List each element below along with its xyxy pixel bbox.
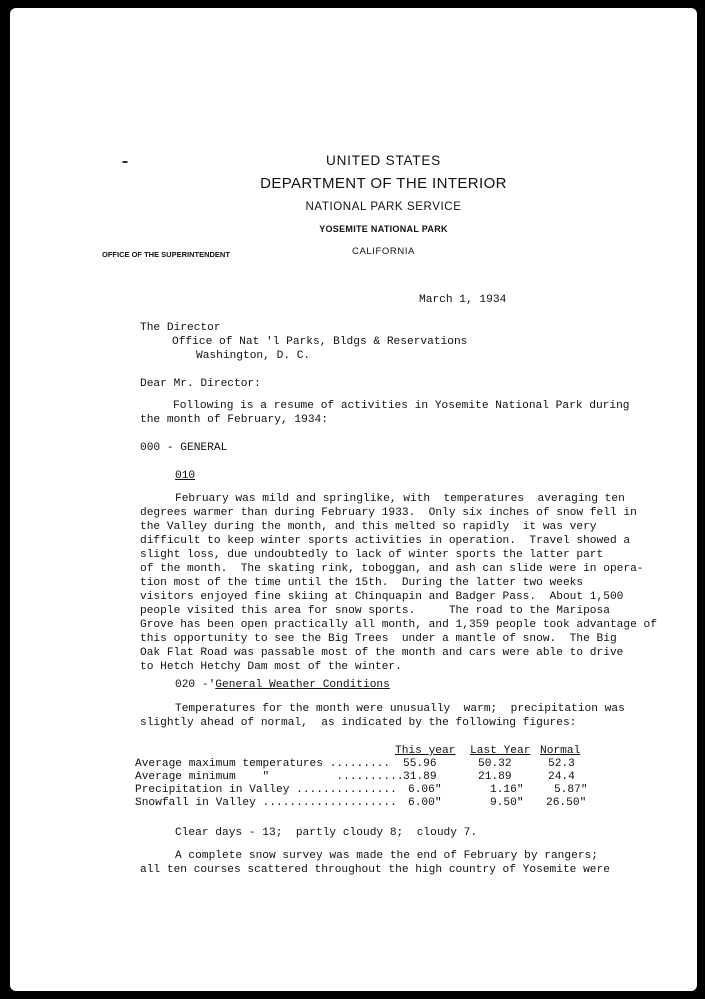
- paragraph-line: degrees warmer than during February 1933. Only six inches of snow fell in: [140, 507, 637, 519]
- cell-this-year: 6.00": [408, 797, 442, 809]
- cell-last-year: 9.50": [490, 797, 524, 809]
- cell-last-year: 1.16": [490, 784, 524, 796]
- paragraph-line: difficult to keep winter sports activities in operation. Travel showed a: [140, 535, 631, 547]
- paragraph-line: Oak Flat Road was passable most of the month and cars were able to drive: [140, 647, 624, 659]
- paragraph-line: slight loss, due undoubtedly to lack of winter sports the latter part: [140, 549, 604, 561]
- paragraph-line: the Valley during the month, and this melted so rapidly it was very: [140, 521, 597, 533]
- office-label: OFFICE OF THE SUPERINTENDENT: [102, 250, 230, 259]
- column-header: Last Year: [470, 745, 531, 757]
- paragraph-line: to Hetch Hetchy Dam most of the winter.: [140, 661, 402, 673]
- cell-last-year: 50.32: [478, 758, 512, 770]
- paragraph-line: Grove has been open practically all month, and 1,359 people took advantage of: [140, 619, 657, 631]
- paragraph-line: people visited this area for snow sports. The road to the Mariposa: [140, 605, 610, 617]
- intro-line-2: the month of February, 1934:: [140, 414, 328, 426]
- section-020-title: General Weather Conditions: [215, 679, 390, 691]
- sky-conditions: Clear days - 13; partly cloudy 8; cloudy 7.: [175, 827, 478, 839]
- cell-this-year: 55.96: [403, 758, 437, 770]
- letterhead-park: YOSEMITE NATIONAL PARK: [319, 224, 448, 234]
- address-line-1: The Director: [140, 322, 221, 334]
- paragraph-020-line-1: Temperatures for the month were unusually warm; precipitation was: [175, 703, 625, 715]
- salutation: Dear Mr. Director:: [140, 378, 261, 390]
- snow-survey-line-2: all ten courses scattered throughout the high country of Yosemite were: [140, 864, 610, 876]
- paragraph-line: this opportunity to see the Big Trees under a mantle of snow. The Big: [140, 633, 617, 645]
- column-header: This year: [395, 745, 456, 757]
- cell-this-year: 31.89: [403, 771, 437, 783]
- paragraph-line: of the month. The skating rink, toboggan, and ash can slide were in opera-: [140, 563, 644, 575]
- letterhead-state: CALIFORNIA: [351, 246, 415, 257]
- ink-speck: [122, 161, 128, 163]
- cell-normal: 52.3: [548, 758, 575, 770]
- address-line-2: Office of Nat 'l Parks, Bldgs & Reservations: [172, 336, 468, 348]
- snow-survey-line-1: A complete snow survey was made the end of February by rangers;: [175, 850, 598, 862]
- paragraph-line: visitors enjoyed fine skiing at Chinquapin and Badger Pass. About 1,500: [140, 591, 624, 603]
- section-020-heading: [175, 678, 390, 692]
- section-020-number: 020 -': [175, 679, 216, 691]
- paragraph-line: February was mild and springlike, with temperatures averaging ten: [175, 493, 625, 505]
- row-label: Precipitation in Valley ...............: [135, 784, 397, 796]
- row-label: Average minimum " ..........: [135, 771, 404, 783]
- letterhead-department: DEPARTMENT OF THE INTERIOR: [260, 175, 507, 192]
- cell-normal: 26.50": [546, 797, 587, 809]
- column-header: Normal: [540, 745, 581, 757]
- row-label: Average maximum temperatures .........: [135, 758, 391, 770]
- letterhead-line-1: UNITED STATES: [326, 153, 441, 168]
- letterhead-agency: NATIONAL PARK SERVICE: [305, 201, 462, 213]
- letter-date: March 1, 1934: [419, 294, 507, 306]
- cell-last-year: 21.89: [478, 771, 512, 783]
- section-000-heading: 000 - GENERAL: [140, 442, 228, 454]
- row-label: Snowfall in Valley ....................: [135, 797, 397, 809]
- intro-line-1: Following is a resume of activities in Yosemite National Park during: [173, 400, 630, 412]
- cell-normal: 24.4: [548, 771, 575, 783]
- cell-normal: 5.87": [554, 784, 588, 796]
- letter-page: [10, 8, 697, 991]
- address-line-3: Washington, D. C.: [196, 350, 311, 362]
- paragraph-line: tion most of the time until the 15th. During the latter two weeks: [140, 577, 584, 589]
- paragraph-020-line-2: slightly ahead of normal, as indicated by the following figures:: [140, 717, 577, 729]
- cell-this-year: 6.06": [408, 784, 442, 796]
- section-010-heading: 010: [175, 470, 196, 482]
